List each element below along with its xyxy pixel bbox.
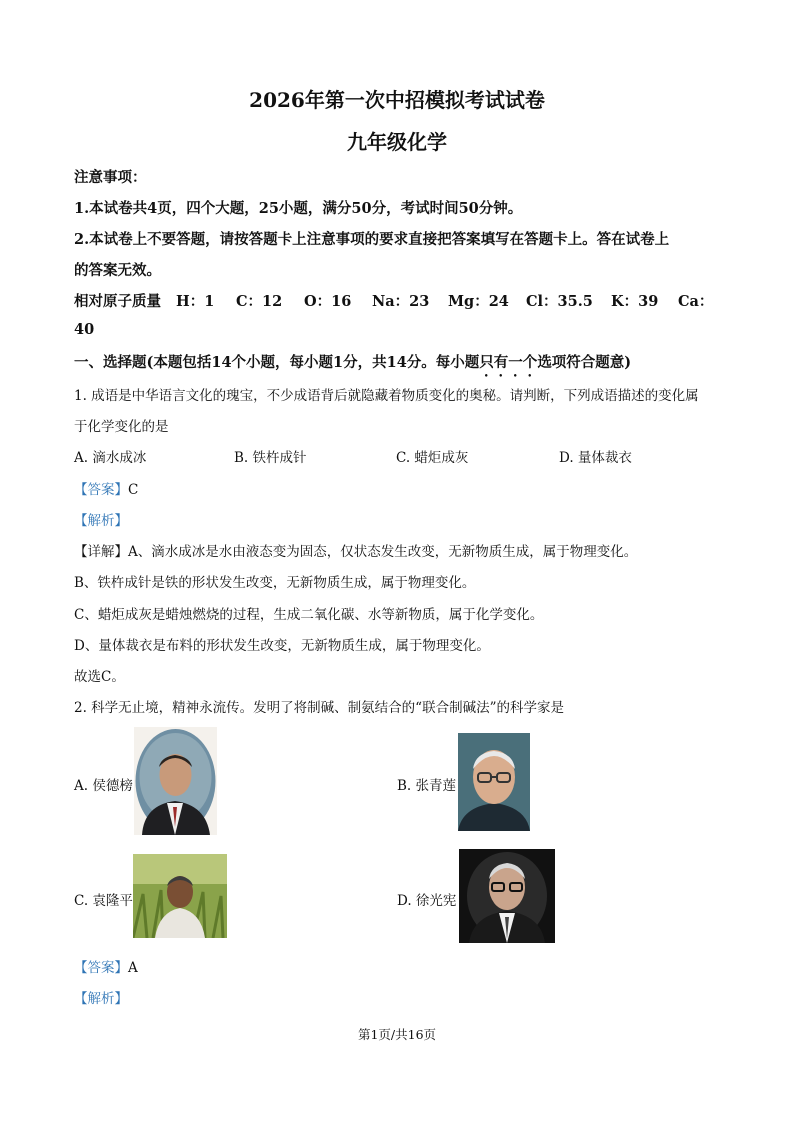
q2-option-d-portrait	[459, 849, 555, 943]
q1-conclusion: 故选C。	[74, 669, 125, 685]
q1-stem-line1: 1. 成语是中华语言文化的瑰宝，不少成语背后就隐藏着物质变化的奥秘。请判断，下列成语描述的变化属	[74, 388, 699, 404]
section-1-heading-part2: 选项符合题意)	[537, 354, 632, 371]
section-1-heading-part1: 一、选择题(本题包括14个小题，每小题1分，共14分。每小题	[74, 354, 480, 371]
atomic-mass-cl: Cl：35.5	[526, 293, 593, 310]
q1-answer-label: 【答案】	[74, 482, 128, 498]
q1-detail-a-text: A、滴水成冰是水由液态变为固态，仅状态发生改变，无新物质生成，属于物理变化。	[128, 544, 638, 560]
q2-option-b: B. 张青莲	[397, 778, 457, 794]
q1-detail-a	[74, 540, 637, 560]
q1-detail-b: B、铁杵成针是铁的形状发生改变，无新物质生成，属于物理变化。	[74, 575, 476, 591]
notice-heading: 注意事项：	[74, 169, 147, 186]
q1-answer	[74, 478, 138, 498]
q2-option-b-portrait	[458, 733, 530, 831]
q2-answer	[74, 956, 138, 976]
q2-answer-value: A	[128, 960, 138, 976]
page-number: 第1页/共16页	[357, 1027, 437, 1042]
q2-option-a: A. 侯德榜	[74, 778, 133, 794]
q1-option-a: A. 滴水成冰	[74, 450, 147, 466]
q1-option-d: D. 量体裁衣	[559, 450, 632, 466]
section-1-heading	[74, 351, 631, 380]
q2-stem: 2. 科学无止境，精神永流传。发明了将制碱、制氨结合的“联合制碱法”的科学家是	[74, 700, 564, 716]
q1-detail-d: D、量体裁衣是布料的形状发生改变，无新物质生成，属于物理变化。	[74, 638, 490, 654]
atomic-mass-ca-value: 40	[74, 321, 95, 338]
q1-option-c: C. 蜡炬成灰	[396, 450, 469, 466]
q1-detail-label: 【详解】	[74, 544, 128, 560]
notice-item-2-line2: 的答案无效。	[74, 262, 161, 279]
q2-option-a-portrait	[134, 727, 217, 835]
q2-answer-label: 【答案】	[74, 960, 128, 976]
q1-analysis-label: 【解析】	[74, 513, 128, 529]
atomic-mass-na: Na：23	[372, 293, 430, 310]
atomic-mass-c: C：12	[236, 293, 283, 310]
q2-option-c: C. 袁隆平	[74, 893, 133, 909]
q1-stem-line2: 于化学变化的是	[74, 419, 169, 435]
notice-item-1: 1.本试卷共4页，四个大题，25小题，满分50分，考试时间50分钟。	[74, 200, 523, 217]
q2-option-d: D. 徐光宪	[397, 893, 457, 909]
exam-subtitle: 九年级化学	[347, 130, 447, 154]
atomic-mass-h: H：1	[176, 293, 215, 310]
atomic-mass-k: K：39	[611, 293, 659, 310]
atomic-mass-o: O：16	[304, 293, 352, 310]
q1-detail-c: C、蜡炬成灰是蜡烛燃烧的过程，生成二氧化碳、水等新物质，属于化学变化。	[74, 607, 544, 623]
atomic-mass-mg: Mg：24	[448, 293, 509, 310]
notice-item-2-line1: 2.本试卷上不要答题，请按答题卡上注意事项的要求直接把答案填写在答题卡上。答在试卷上	[74, 231, 670, 248]
exam-title: 2026年第一次中招模拟考试试卷	[249, 88, 545, 112]
section-1-heading-emphasis: 只有一个	[479, 354, 538, 371]
atomic-mass-label: 相对原子质量	[74, 293, 161, 310]
q2-option-c-photo	[133, 854, 227, 938]
q2-analysis-label: 【解析】	[74, 991, 128, 1007]
q1-answer-value: C	[128, 482, 139, 498]
q1-option-b: B. 铁杵成针	[234, 450, 307, 466]
atomic-mass-ca: Ca：	[678, 293, 714, 310]
